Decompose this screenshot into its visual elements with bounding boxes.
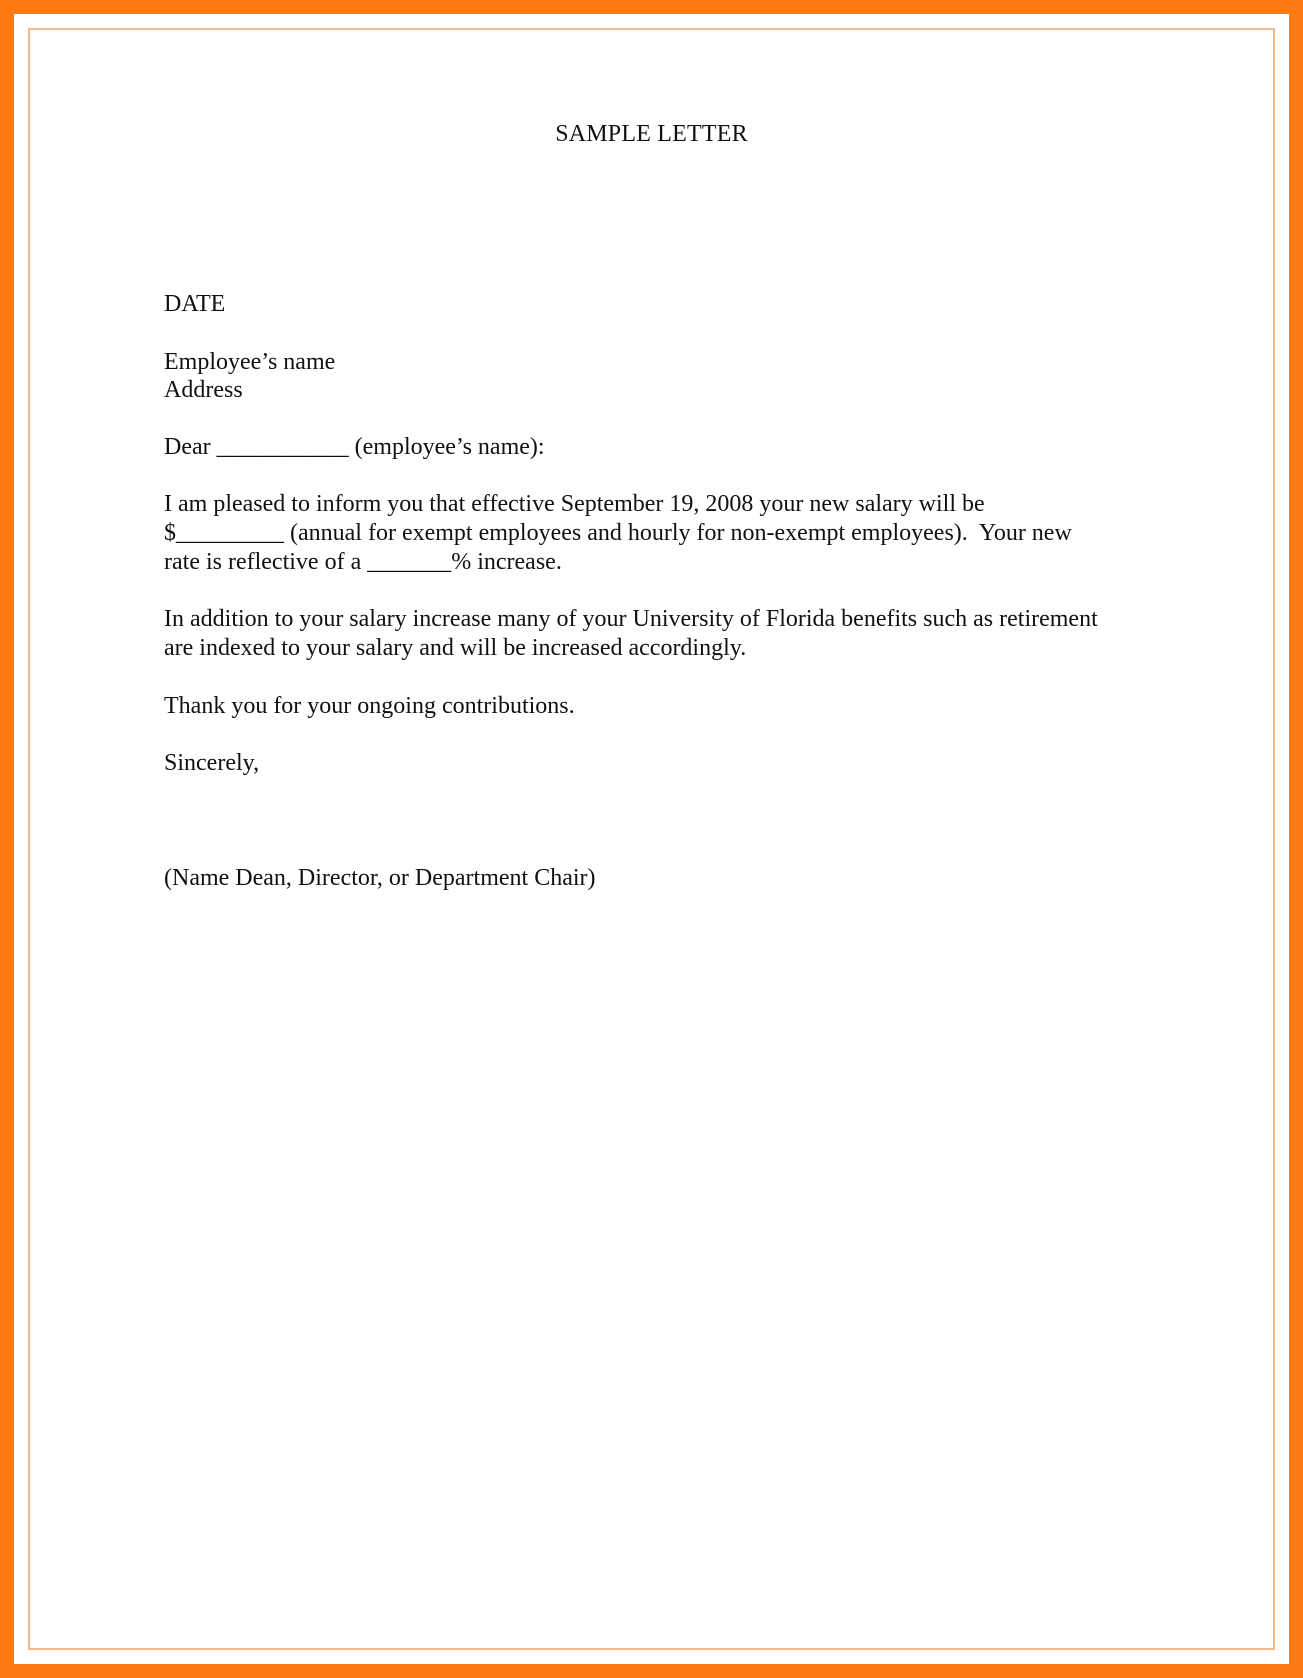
paragraph2-line1: In addition to your salary increase many of your University of Florida benefits such as retirement (164, 606, 1098, 632)
closing: Sincerely, (164, 750, 260, 776)
letter-title: SAMPLE LETTER (555, 121, 748, 147)
paragraph3: Thank you for your ongoing contributions. (164, 693, 575, 719)
paragraph1-line3: rate is reflective of a _______% increase. (164, 549, 562, 575)
salutation: Dear ___________ (employee’s name): (164, 434, 545, 460)
paragraph1-line1: I am pleased to inform you that effective September 19, 2008 your new salary will be (164, 491, 985, 517)
recipient-address: Address (164, 377, 243, 403)
recipient-name: Employee’s name (164, 349, 336, 375)
paragraph1-line2: $_________ (annual for exempt employees and hourly for non-exempt employees). Your new (164, 520, 1072, 546)
signatory: (Name Dean, Director, or Department Chair) (164, 865, 596, 891)
paragraph2-line2: are indexed to your salary and will be increased accordingly. (164, 635, 747, 661)
date-line: DATE (164, 291, 226, 317)
